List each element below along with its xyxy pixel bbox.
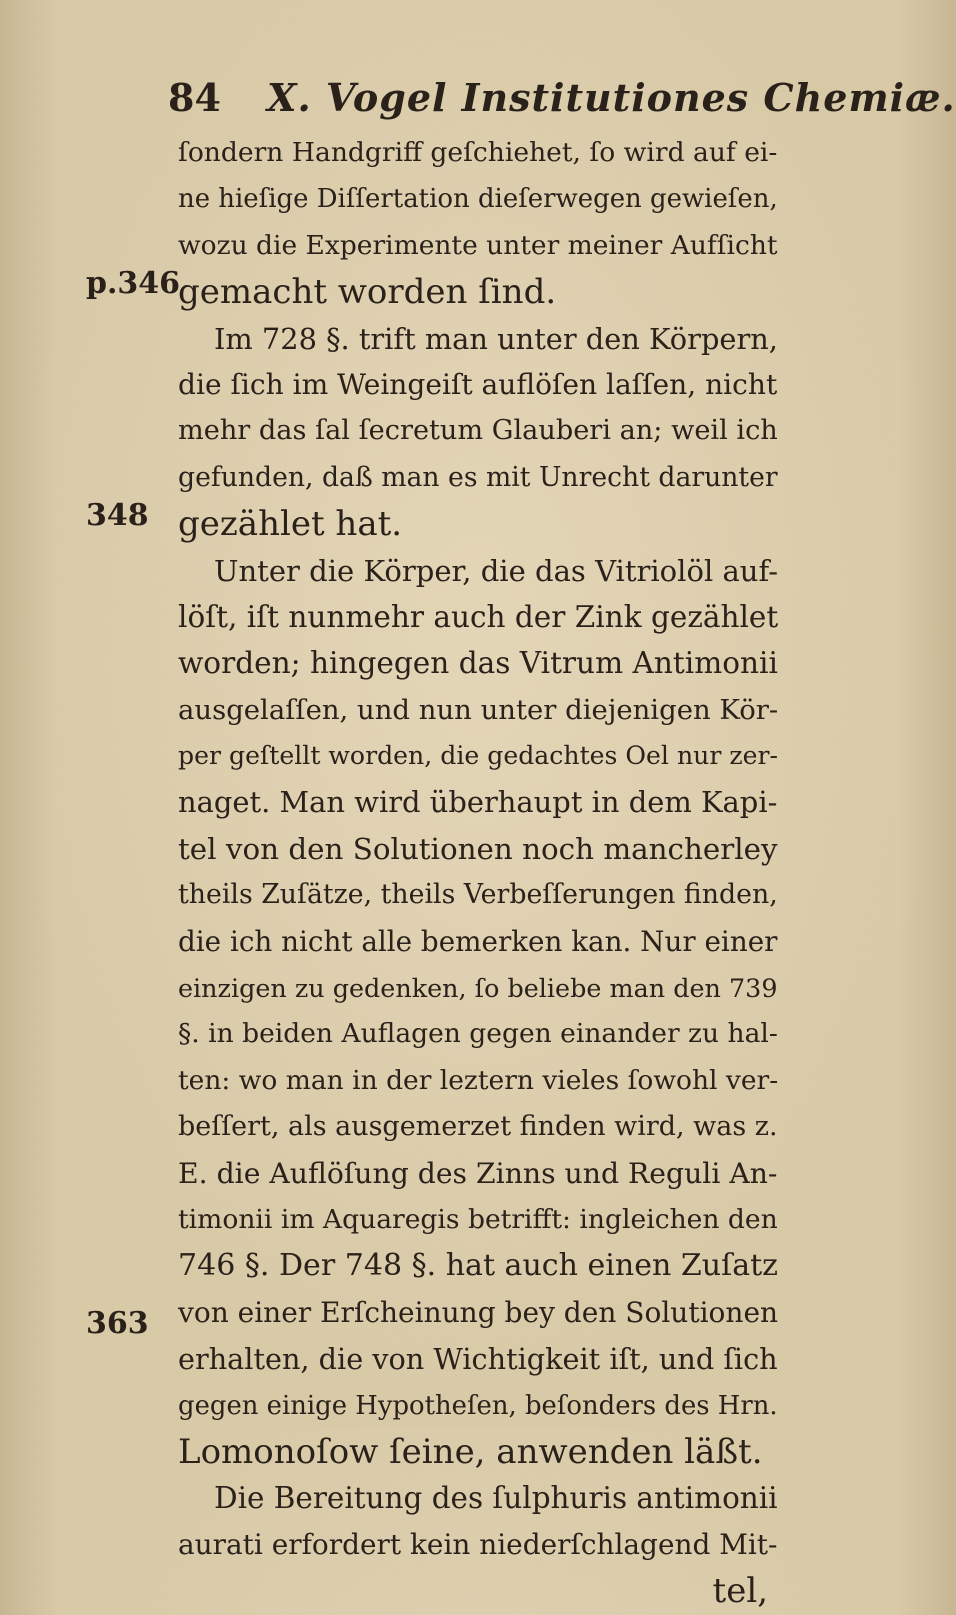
- text-line: löſt, iſt nunmehr auch der Zink gezählet: [178, 599, 779, 634]
- text-line: theils Zuſätze, theils Verbeſſerungen finden,: [178, 879, 778, 911]
- catchword: tel,: [712, 1571, 768, 1612]
- text-line: die ich nicht alle bemerken kan. Nur einer: [178, 924, 778, 958]
- margin-note-348: 348: [86, 498, 149, 533]
- text-line: ten: wo man in der leztern vieles ſowohl ver-: [178, 1064, 779, 1096]
- text-line: ſondern Handgriff geſchiehet, ſo wird auf ei-: [178, 137, 778, 168]
- running-head: [168, 68, 956, 128]
- text-line: die ſich im Weingeiſt auflöſen laſſen, nicht: [178, 367, 778, 401]
- margin-note-p346: p.346: [86, 266, 181, 301]
- text-line: gezählet hat.: [178, 504, 403, 545]
- text-line: einzigen zu gedenken, ſo beliebe man den 739: [178, 973, 778, 1004]
- text-line: Unter die Körper, die das Vitriolöl auf-: [214, 553, 779, 588]
- text-line: erhalten, die von Wichtigkeit iſt, und ſich: [178, 1342, 778, 1377]
- text-line: Lomonoſow ſeine, anwenden läßt.: [178, 1431, 763, 1472]
- text-line: mehr das ſal ſecretum Glauberi an; weil ich: [178, 415, 778, 447]
- text-line: aurati erfordert kein niederſchlagend Mit-: [178, 1527, 778, 1561]
- running-title: X. Vogel Institutiones Chemiæ.: [266, 75, 956, 120]
- text-line: per geſtellt worden, die gedachtes Oel nur zer-: [178, 741, 778, 771]
- text-line: beſſert, als ausgemerzet finden wird, was z.: [178, 1111, 778, 1143]
- text-line: Im 728 §. trift man unter den Körpern,: [214, 321, 778, 356]
- margin-note-363: 363: [86, 1306, 149, 1341]
- text-line: tel von den Solutionen noch mancherley: [178, 831, 778, 866]
- text-line: gemacht worden ſind.: [178, 272, 557, 313]
- text-line: Die Bereitung des ſulphuris antimonii: [214, 1481, 778, 1516]
- text-line: gegen einige Hypotheſen, beſonders des Hrn.: [178, 1390, 778, 1421]
- text-line: worden; hingegen das Vitrum Antimonii: [178, 646, 778, 681]
- page-number: 84: [168, 75, 221, 120]
- text-line: ne hieſige Diſſertation dieſerwegen gewieſen,: [178, 184, 778, 215]
- body-text: [178, 130, 778, 1615]
- text-line: von einer Erſcheinung bey den Solutionen: [178, 1295, 779, 1329]
- text-line: naget. Man wird überhaupt in dem Kapi-: [178, 785, 778, 820]
- text-line: E. die Auflöſung des Zinns und Reguli An-: [178, 1156, 778, 1190]
- text-line: §. in beiden Auflagen gegen einander zu hal-: [178, 1018, 778, 1050]
- text-line: 746 §. Der 748 §. hat auch einen Zuſatz: [178, 1248, 779, 1284]
- text-line: timonii im Aquaregis betrifft: ingleichen den: [178, 1203, 778, 1235]
- text-line: wozu die Experimente unter meiner Aufſicht: [178, 229, 778, 261]
- text-line: gefunden, daß man es mit Unrecht darunter: [178, 461, 778, 493]
- text-line: ausgelaſſen, und nun unter diejenigen Kör-: [178, 693, 779, 726]
